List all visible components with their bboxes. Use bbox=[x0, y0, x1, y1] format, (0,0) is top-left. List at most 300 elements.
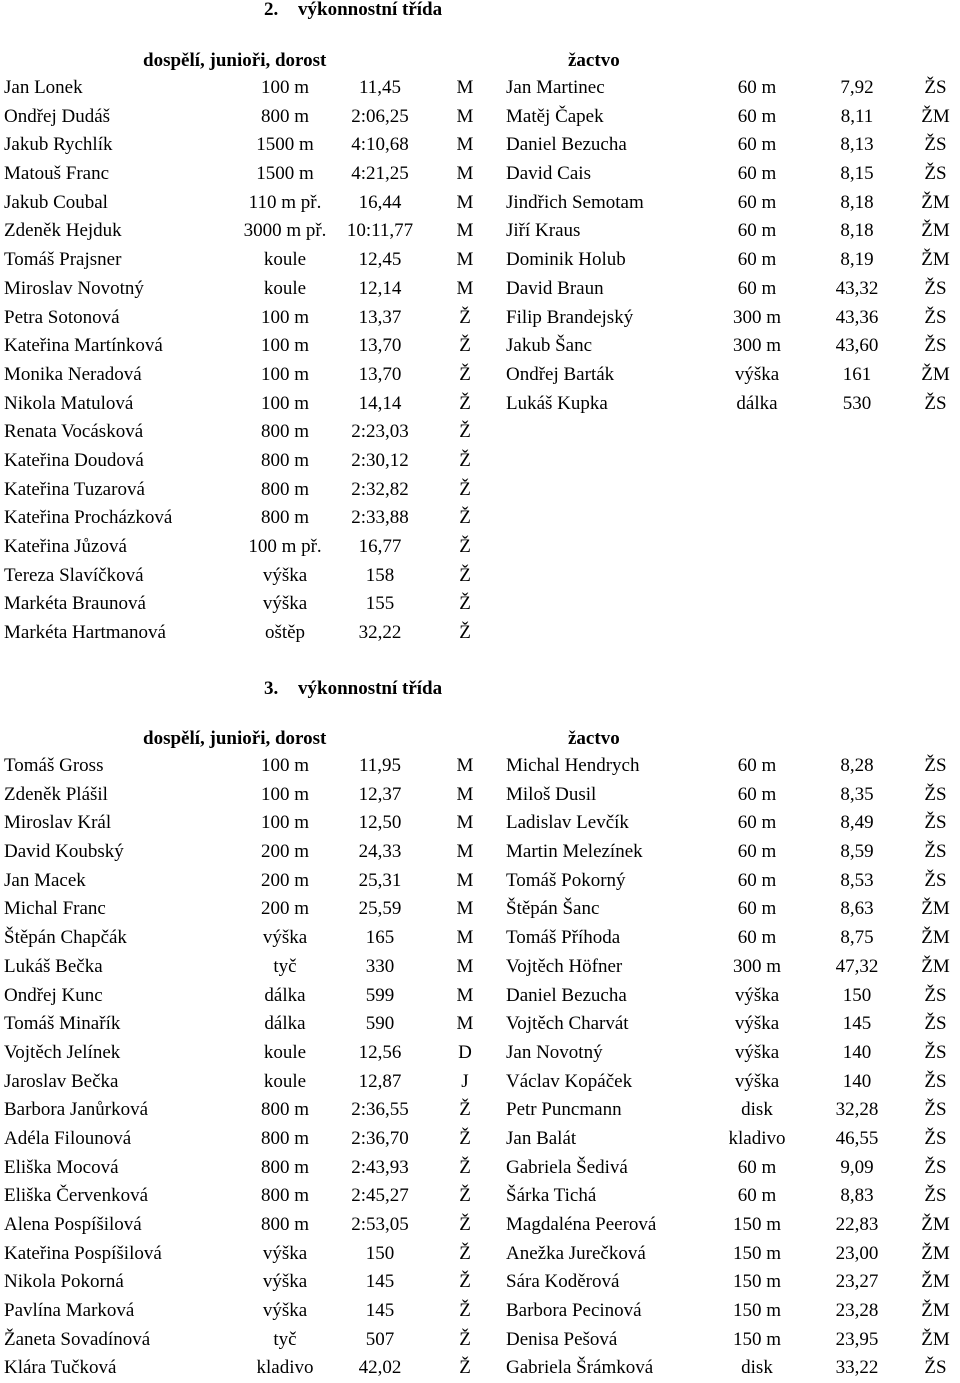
left-name: Pavlína Marková bbox=[4, 1300, 135, 1322]
right-category: ŽS bbox=[924, 306, 947, 328]
left-name: Tomáš Minařík bbox=[4, 1013, 121, 1035]
left-event: 800 m bbox=[260, 421, 310, 443]
left-event: 3000 m př. bbox=[243, 220, 327, 242]
right-event: 60 m bbox=[737, 249, 777, 271]
right-event: 60 m bbox=[737, 105, 777, 127]
right-name: Daniel Bezucha bbox=[506, 134, 627, 156]
left-result: 13,37 bbox=[358, 306, 402, 328]
table-row bbox=[0, 809, 960, 838]
left-name: David Koubský bbox=[4, 841, 124, 863]
left-event: tyč bbox=[273, 1328, 297, 1350]
left-category: M bbox=[456, 955, 474, 977]
left-event: výška bbox=[262, 564, 308, 586]
right-result: 530 bbox=[842, 392, 872, 414]
left-result: 12,50 bbox=[358, 812, 402, 834]
right-event: 60 m bbox=[737, 220, 777, 242]
right-result: 8,75 bbox=[840, 927, 874, 949]
section-3-title-text: výkonnostní třída bbox=[298, 678, 443, 699]
right-result: 46,55 bbox=[835, 1127, 879, 1149]
left-name: Kateřina Tuzarová bbox=[4, 478, 145, 500]
right-name: Jiří Kraus bbox=[506, 220, 581, 242]
table-row bbox=[0, 332, 960, 361]
left-event: 200 m bbox=[260, 841, 310, 863]
left-name: Adéla Filounová bbox=[4, 1127, 132, 1149]
left-name: Miroslav Novotný bbox=[4, 277, 144, 299]
left-result: 2:23,03 bbox=[351, 421, 409, 443]
table-row bbox=[0, 1096, 960, 1125]
right-name: Gabriela Šedivá bbox=[506, 1156, 628, 1178]
right-event: 60 m bbox=[737, 191, 777, 213]
left-category: M bbox=[456, 841, 474, 863]
section-2-number: 2. bbox=[264, 0, 279, 20]
left-name: Petra Sotonová bbox=[4, 306, 120, 328]
right-name: Jakub Šanc bbox=[506, 335, 593, 357]
table-row bbox=[0, 304, 960, 333]
right-category: ŽS bbox=[924, 841, 947, 863]
table-row bbox=[0, 1154, 960, 1183]
left-name: Eliška Mocová bbox=[4, 1156, 119, 1178]
left-category: Ž bbox=[459, 1242, 471, 1264]
table-row bbox=[0, 1326, 960, 1355]
left-category: Ž bbox=[459, 306, 471, 328]
right-event: 150 m bbox=[732, 1242, 782, 1264]
left-event: koule bbox=[263, 1041, 307, 1063]
right-result: 8,15 bbox=[840, 163, 874, 185]
left-name: Kateřina Pospíšilová bbox=[4, 1242, 162, 1264]
section-2-right-category: žactvo bbox=[568, 50, 620, 71]
right-category: ŽS bbox=[924, 1357, 947, 1379]
left-name: Ondřej Kunc bbox=[4, 984, 103, 1006]
table-row bbox=[0, 1354, 960, 1383]
left-event: 800 m bbox=[260, 478, 310, 500]
left-name: Eliška Červenková bbox=[4, 1185, 149, 1207]
right-name: Gabriela Šrámková bbox=[506, 1357, 654, 1379]
left-result: 25,31 bbox=[358, 869, 402, 891]
left-name: Nikola Matulová bbox=[4, 392, 134, 414]
section-2-title bbox=[264, 0, 442, 20]
right-category: ŽM bbox=[921, 249, 950, 271]
right-result: 8,49 bbox=[840, 812, 874, 834]
left-category: M bbox=[456, 191, 474, 213]
right-event: 300 m bbox=[732, 306, 782, 328]
left-event: dálka bbox=[264, 984, 306, 1006]
right-category: ŽM bbox=[921, 955, 950, 977]
section-3-title bbox=[264, 679, 442, 699]
left-event: 100 m bbox=[260, 755, 310, 776]
left-result: 165 bbox=[365, 927, 395, 949]
left-result: 12,45 bbox=[358, 249, 402, 271]
left-name: Lukáš Bečka bbox=[4, 955, 103, 977]
left-name: Jan Macek bbox=[4, 869, 86, 891]
left-event: kladivo bbox=[256, 1357, 314, 1379]
table-row bbox=[0, 1182, 960, 1211]
right-name: Ondřej Barták bbox=[506, 363, 615, 385]
right-category: ŽS bbox=[924, 1041, 947, 1063]
section-3-number: 3. bbox=[264, 678, 279, 699]
left-result: 13,70 bbox=[358, 335, 402, 357]
left-category: Ž bbox=[459, 593, 471, 615]
left-name: Zdeněk Plášil bbox=[4, 783, 108, 805]
right-category: ŽM bbox=[921, 191, 950, 213]
left-category: M bbox=[456, 134, 474, 156]
table-row bbox=[0, 953, 960, 982]
left-event: oštěp bbox=[264, 622, 306, 644]
right-result: 7,92 bbox=[840, 77, 874, 98]
left-category: Ž bbox=[459, 363, 471, 385]
table-row bbox=[0, 1010, 960, 1039]
section-3-results bbox=[0, 752, 960, 1383]
left-category: M bbox=[456, 812, 474, 834]
right-event: 60 m bbox=[737, 927, 777, 949]
left-result: 25,59 bbox=[358, 898, 402, 920]
left-event: výška bbox=[262, 1271, 308, 1293]
right-result: 8,11 bbox=[840, 105, 874, 127]
right-result: 23,95 bbox=[835, 1328, 879, 1350]
right-category: ŽS bbox=[924, 1070, 947, 1092]
right-category: ŽS bbox=[924, 1156, 947, 1178]
right-category: ŽM bbox=[921, 1328, 950, 1350]
left-name: Zdeněk Hejduk bbox=[4, 220, 122, 242]
table-row bbox=[0, 562, 960, 591]
right-name: David Braun bbox=[506, 277, 604, 299]
right-event: výška bbox=[734, 1070, 780, 1092]
right-category: ŽM bbox=[921, 927, 950, 949]
right-event: výška bbox=[734, 984, 780, 1006]
table-row bbox=[0, 1268, 960, 1297]
right-event: 60 m bbox=[737, 77, 777, 98]
left-result: 24,33 bbox=[358, 841, 402, 863]
left-name: Jan Lonek bbox=[4, 77, 83, 98]
table-row bbox=[0, 476, 960, 505]
left-event: 200 m bbox=[260, 869, 310, 891]
right-event: 150 m bbox=[732, 1271, 782, 1293]
left-result: 12,37 bbox=[358, 783, 402, 805]
left-result: 145 bbox=[365, 1271, 395, 1293]
left-result: 14,14 bbox=[358, 392, 402, 414]
left-event: 110 m př. bbox=[248, 191, 322, 213]
right-name: Denisa Pešová bbox=[506, 1328, 618, 1350]
left-name: Jakub Coubal bbox=[4, 191, 108, 213]
left-event: 800 m bbox=[260, 1214, 310, 1235]
left-category: Ž bbox=[459, 1300, 471, 1322]
left-name: Tomáš Prajsner bbox=[4, 249, 122, 271]
right-result: 32,28 bbox=[835, 1099, 879, 1121]
table-row bbox=[0, 275, 960, 304]
table-row bbox=[0, 838, 960, 867]
right-result: 43,60 bbox=[835, 335, 879, 357]
right-category: ŽS bbox=[924, 1013, 947, 1035]
right-event: 60 m bbox=[737, 783, 777, 805]
left-event: výška bbox=[262, 1300, 308, 1322]
left-event: 100 m bbox=[260, 335, 310, 357]
right-event: dálka bbox=[736, 392, 778, 414]
right-result: 43,32 bbox=[835, 277, 879, 299]
right-result: 150 bbox=[842, 984, 872, 1006]
table-row bbox=[0, 752, 960, 781]
left-event: 100 m bbox=[260, 363, 310, 385]
right-name: Šárka Tichá bbox=[506, 1185, 597, 1207]
left-category: Ž bbox=[459, 536, 471, 557]
right-result: 9,09 bbox=[840, 1156, 874, 1178]
right-event: 60 m bbox=[737, 841, 777, 863]
left-category: M bbox=[456, 869, 474, 891]
left-result: 158 bbox=[365, 564, 395, 586]
table-row bbox=[0, 867, 960, 896]
right-category: ŽS bbox=[924, 1185, 947, 1207]
right-category: ŽS bbox=[924, 163, 947, 185]
left-name: Klára Tučková bbox=[4, 1357, 117, 1379]
right-category: ŽS bbox=[924, 755, 947, 776]
right-event: kladivo bbox=[728, 1127, 786, 1149]
left-name: Markéta Braunová bbox=[4, 593, 146, 615]
right-name: Filip Brandejský bbox=[506, 306, 634, 328]
left-event: 800 m bbox=[260, 449, 310, 471]
left-result: 590 bbox=[365, 1013, 395, 1035]
right-name: Magdaléna Peerová bbox=[506, 1214, 657, 1235]
right-name: Lukáš Kupka bbox=[506, 392, 608, 414]
left-result: 330 bbox=[365, 955, 395, 977]
left-result: 12,56 bbox=[358, 1041, 402, 1063]
left-category: Ž bbox=[459, 335, 471, 357]
right-name: Jindřich Semotam bbox=[506, 191, 644, 213]
left-category: M bbox=[456, 1013, 474, 1035]
right-category: ŽS bbox=[924, 1099, 947, 1121]
table-row bbox=[0, 246, 960, 275]
right-event: 60 m bbox=[737, 898, 777, 920]
table-row bbox=[0, 1068, 960, 1097]
left-result: 2:36,70 bbox=[351, 1127, 409, 1149]
table-row bbox=[0, 103, 960, 132]
right-name: Tomáš Příhoda bbox=[506, 927, 621, 949]
section-3-right-category: žactvo bbox=[568, 728, 620, 749]
right-category: ŽS bbox=[924, 392, 947, 414]
left-name: Ondřej Dudáš bbox=[4, 105, 111, 127]
right-result: 23,00 bbox=[835, 1242, 879, 1264]
right-category: ŽS bbox=[924, 783, 947, 805]
right-result: 43,36 bbox=[835, 306, 879, 328]
left-result: 2:36,55 bbox=[351, 1099, 409, 1121]
left-category: M bbox=[456, 984, 474, 1006]
right-event: 60 m bbox=[737, 1156, 777, 1178]
table-row bbox=[0, 1240, 960, 1269]
table-row bbox=[0, 390, 960, 419]
right-category: ŽM bbox=[921, 1271, 950, 1293]
left-event: 800 m bbox=[260, 1099, 310, 1121]
right-name: Tomáš Pokorný bbox=[506, 869, 626, 891]
right-category: ŽS bbox=[924, 812, 947, 834]
left-result: 2:45,27 bbox=[351, 1185, 409, 1207]
left-category: Ž bbox=[459, 1214, 471, 1235]
left-name: Vojtěch Jelínek bbox=[4, 1041, 121, 1063]
left-name: Kateřina Jůzová bbox=[4, 536, 127, 557]
left-category: M bbox=[456, 277, 474, 299]
right-result: 8,83 bbox=[840, 1185, 874, 1207]
right-event: 150 m bbox=[732, 1300, 782, 1322]
left-category: M bbox=[456, 927, 474, 949]
left-name: Kateřina Doudová bbox=[4, 449, 144, 471]
right-event: disk bbox=[741, 1099, 773, 1121]
right-name: David Cais bbox=[506, 163, 591, 185]
right-name: Michal Hendrych bbox=[506, 755, 640, 776]
right-result: 140 bbox=[842, 1041, 872, 1063]
left-event: 800 m bbox=[260, 105, 310, 127]
right-result: 8,19 bbox=[840, 249, 874, 271]
right-result: 47,32 bbox=[835, 955, 879, 977]
left-category: J bbox=[461, 1070, 469, 1092]
right-event: 150 m bbox=[732, 1328, 782, 1350]
right-event: disk bbox=[741, 1357, 773, 1379]
right-category: ŽS bbox=[924, 77, 947, 98]
right-category: ŽS bbox=[924, 277, 947, 299]
left-result: 155 bbox=[365, 593, 395, 615]
left-event: 100 m bbox=[260, 306, 310, 328]
left-category: M bbox=[456, 105, 474, 127]
right-event: 150 m bbox=[732, 1214, 782, 1235]
left-category: M bbox=[456, 220, 474, 242]
left-name: Kateřina Procházková bbox=[4, 507, 173, 529]
right-event: výška bbox=[734, 1013, 780, 1035]
right-category: ŽM bbox=[921, 363, 950, 385]
right-name: Jan Martinec bbox=[506, 77, 605, 98]
left-result: 12,14 bbox=[358, 277, 402, 299]
right-result: 8,59 bbox=[840, 841, 874, 863]
right-name: Miloš Dusil bbox=[506, 783, 597, 805]
right-name: Martin Melezínek bbox=[506, 841, 643, 863]
left-event: výška bbox=[262, 593, 308, 615]
left-category: Ž bbox=[459, 1156, 471, 1178]
table-row bbox=[0, 504, 960, 533]
left-event: výška bbox=[262, 927, 308, 949]
right-category: ŽM bbox=[921, 898, 950, 920]
right-name: Matěj Čapek bbox=[506, 105, 604, 127]
left-category: Ž bbox=[459, 1328, 471, 1350]
left-name: Monika Neradová bbox=[4, 363, 142, 385]
right-name: Jan Balát bbox=[506, 1127, 577, 1149]
left-category: Ž bbox=[459, 421, 471, 443]
left-category: M bbox=[456, 249, 474, 271]
right-category: ŽS bbox=[924, 869, 947, 891]
right-result: 8,53 bbox=[840, 869, 874, 891]
left-category: M bbox=[456, 783, 474, 805]
table-row bbox=[0, 1039, 960, 1068]
right-event: 60 m bbox=[737, 755, 777, 776]
right-result: 140 bbox=[842, 1070, 872, 1092]
right-event: 60 m bbox=[737, 869, 777, 891]
left-event: 800 m bbox=[260, 1156, 310, 1178]
section-2-results bbox=[0, 74, 960, 648]
left-result: 145 bbox=[365, 1300, 395, 1322]
left-result: 16,77 bbox=[358, 536, 402, 557]
right-name: Vojtěch Charvát bbox=[506, 1013, 629, 1035]
right-name: Dominik Holub bbox=[506, 249, 626, 271]
left-result: 599 bbox=[365, 984, 395, 1006]
table-row bbox=[0, 619, 960, 648]
right-result: 8,13 bbox=[840, 134, 874, 156]
right-name: Ladislav Levčík bbox=[506, 812, 629, 834]
table-row bbox=[0, 131, 960, 160]
left-event: 800 m bbox=[260, 507, 310, 529]
table-row bbox=[0, 74, 960, 103]
right-category: ŽM bbox=[921, 1300, 950, 1322]
left-category: Ž bbox=[459, 564, 471, 586]
right-event: výška bbox=[734, 1041, 780, 1063]
left-event: 100 m bbox=[260, 392, 310, 414]
left-name: Jakub Rychlík bbox=[4, 134, 113, 156]
left-name: Alena Pospíšilová bbox=[4, 1214, 142, 1235]
right-category: ŽS bbox=[924, 984, 947, 1006]
table-row bbox=[0, 418, 960, 447]
left-category: M bbox=[456, 77, 474, 98]
table-row bbox=[0, 533, 960, 562]
right-event: 60 m bbox=[737, 812, 777, 834]
left-result: 32,22 bbox=[358, 622, 402, 644]
left-result: 2:30,12 bbox=[351, 449, 409, 471]
left-result: 2:33,88 bbox=[351, 507, 409, 529]
right-category: ŽM bbox=[921, 220, 950, 242]
right-result: 8,35 bbox=[840, 783, 874, 805]
right-event: 60 m bbox=[737, 277, 777, 299]
left-name: Michal Franc bbox=[4, 898, 106, 920]
left-result: 2:06,25 bbox=[351, 105, 409, 127]
right-category: ŽS bbox=[924, 134, 947, 156]
left-name: Tomáš Gross bbox=[4, 755, 104, 776]
right-result: 8,18 bbox=[840, 191, 874, 213]
left-name: Kateřina Martínková bbox=[4, 335, 163, 357]
left-name: Jaroslav Bečka bbox=[4, 1070, 119, 1092]
section-2-title-text: výkonnostní třída bbox=[298, 0, 443, 20]
left-name: Štěpán Chapčák bbox=[4, 927, 127, 949]
right-result: 22,83 bbox=[835, 1214, 879, 1235]
left-result: 11,95 bbox=[358, 755, 402, 776]
right-result: 8,63 bbox=[840, 898, 874, 920]
left-category: Ž bbox=[459, 622, 471, 644]
right-event: 60 m bbox=[737, 1185, 777, 1207]
left-category: Ž bbox=[459, 1127, 471, 1149]
right-category: ŽM bbox=[921, 1214, 950, 1235]
left-event: 1500 m bbox=[256, 134, 314, 156]
section-2-left-category: dospělí, junioři, dorost bbox=[143, 50, 327, 71]
right-result: 23,28 bbox=[835, 1300, 879, 1322]
table-row bbox=[0, 160, 960, 189]
table-row bbox=[0, 895, 960, 924]
right-event: 300 m bbox=[732, 955, 782, 977]
right-name: Jan Novotný bbox=[506, 1041, 603, 1063]
table-row bbox=[0, 1125, 960, 1154]
left-result: 11,45 bbox=[358, 77, 402, 98]
left-event: výška bbox=[262, 1242, 308, 1264]
left-result: 507 bbox=[365, 1328, 395, 1350]
section-3-left-category: dospělí, junioři, dorost bbox=[143, 728, 327, 749]
left-event: 100 m bbox=[260, 783, 310, 805]
table-row bbox=[0, 217, 960, 246]
left-event: 1500 m bbox=[256, 163, 314, 185]
right-result: 145 bbox=[842, 1013, 872, 1035]
left-result: 2:32,82 bbox=[351, 478, 409, 500]
left-event: 800 m bbox=[260, 1127, 310, 1149]
right-result: 8,28 bbox=[840, 755, 874, 776]
table-row bbox=[0, 982, 960, 1011]
right-result: 23,27 bbox=[835, 1271, 879, 1293]
left-event: 100 m př. bbox=[248, 536, 322, 557]
left-name: Nikola Pokorná bbox=[4, 1271, 124, 1293]
right-name: Petr Puncmann bbox=[506, 1099, 622, 1121]
left-category: Ž bbox=[459, 507, 471, 529]
right-name: Barbora Pecinová bbox=[506, 1300, 642, 1322]
right-result: 8,18 bbox=[840, 220, 874, 242]
left-event: 800 m bbox=[260, 1185, 310, 1207]
left-category: M bbox=[456, 755, 474, 776]
left-event: tyč bbox=[273, 955, 297, 977]
